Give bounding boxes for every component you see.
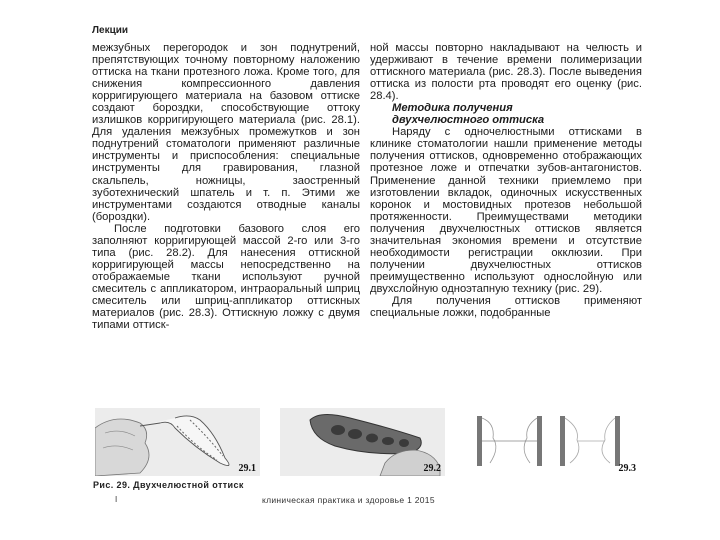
- hand-tray-illustration: [95, 408, 260, 476]
- figure-29-2: [280, 408, 445, 476]
- subheading: двухчелюстного оттиска: [392, 114, 545, 127]
- figure-label: 29.1: [238, 463, 256, 474]
- section-header: Лекции: [92, 25, 129, 36]
- paragraph: межзубных перегородок и зон поднутрений, препятствующих точному повторному наложению оттиска на ткани протезного ложа. Кроме того, для снижения компрессионного давления корригирующего материала на базовом оттиске создают бороздки, способствующие оттоку излишков корригирующего материала (рис. 28.1). Для удаления межзубных промежутков и зон поднутрений стоматологи применяют различные инструменты и приспособления: специальные инструменты для гравирования, глазной скальпель, ножницы, заостренный зуботехнический шпатель и т. п. Этими же инструментами создаются отводные каналы (бороздки).: [92, 42, 360, 223]
- paragraph: Для получения оттисков применяют специальные ложки, подобранные: [370, 294, 642, 320]
- text-column-right: [370, 42, 642, 319]
- figure-label: 29.3: [618, 463, 636, 474]
- journal-footer: клиническая практика и здоровье 1 2015: [262, 495, 435, 505]
- paragraph: ной массы повторно накладывают на челюсть и удерживают в течение времени полимеризации оттискного материала (рис. 28.3). После выведения оттиска из полости рта проводят его оценку (рис. 28.4).: [370, 42, 642, 103]
- figure-label: 29.2: [423, 463, 441, 474]
- figure-29-1: [95, 408, 260, 476]
- page-number: I: [115, 495, 118, 504]
- text-column-left: [92, 42, 360, 331]
- paragraph: Наряду с одночелюстными оттисками в клинике стоматологии нашли применение методы получения оттисков, одновременно отображающих протезное ложе и отпечатки зубов-антагонистов. Применение данной техники приемлемо при изготовлении вкладок, одиночных искусственных коронок и мостовидных протезов небольшой протяженности. Преимуществами методики получения двухчелюстных оттисков является значительная экономия времени и отсутствие необходимости регистрации окклюзии. При получении двухчелюстных оттисков преимущественно используют однослойную или двухслойную одноэтапную технику (рис. 29).: [370, 126, 642, 295]
- figure-caption: Рис. 29. Двухчелюстной оттиск: [93, 480, 244, 490]
- subheading: Методика получения: [392, 102, 513, 115]
- paragraph: После подготовки базового слоя его заполняют корригирующей массой 2-го или 3-го типа (рис. 28.2). Для нанесения оттискной корригирующей массы непосредственно на отображаемые ткани используют ручной смеситель с аппликатором, интраоральный шприц смеситель или шприц-аппликатор оттискных материалов (рис. 28.3). Оттискную ложку с двумя типами оттиск-: [92, 222, 360, 332]
- figure-29-3: [465, 408, 640, 476]
- bite-tray-diagram: [465, 408, 640, 476]
- impression-illustration: [280, 408, 445, 476]
